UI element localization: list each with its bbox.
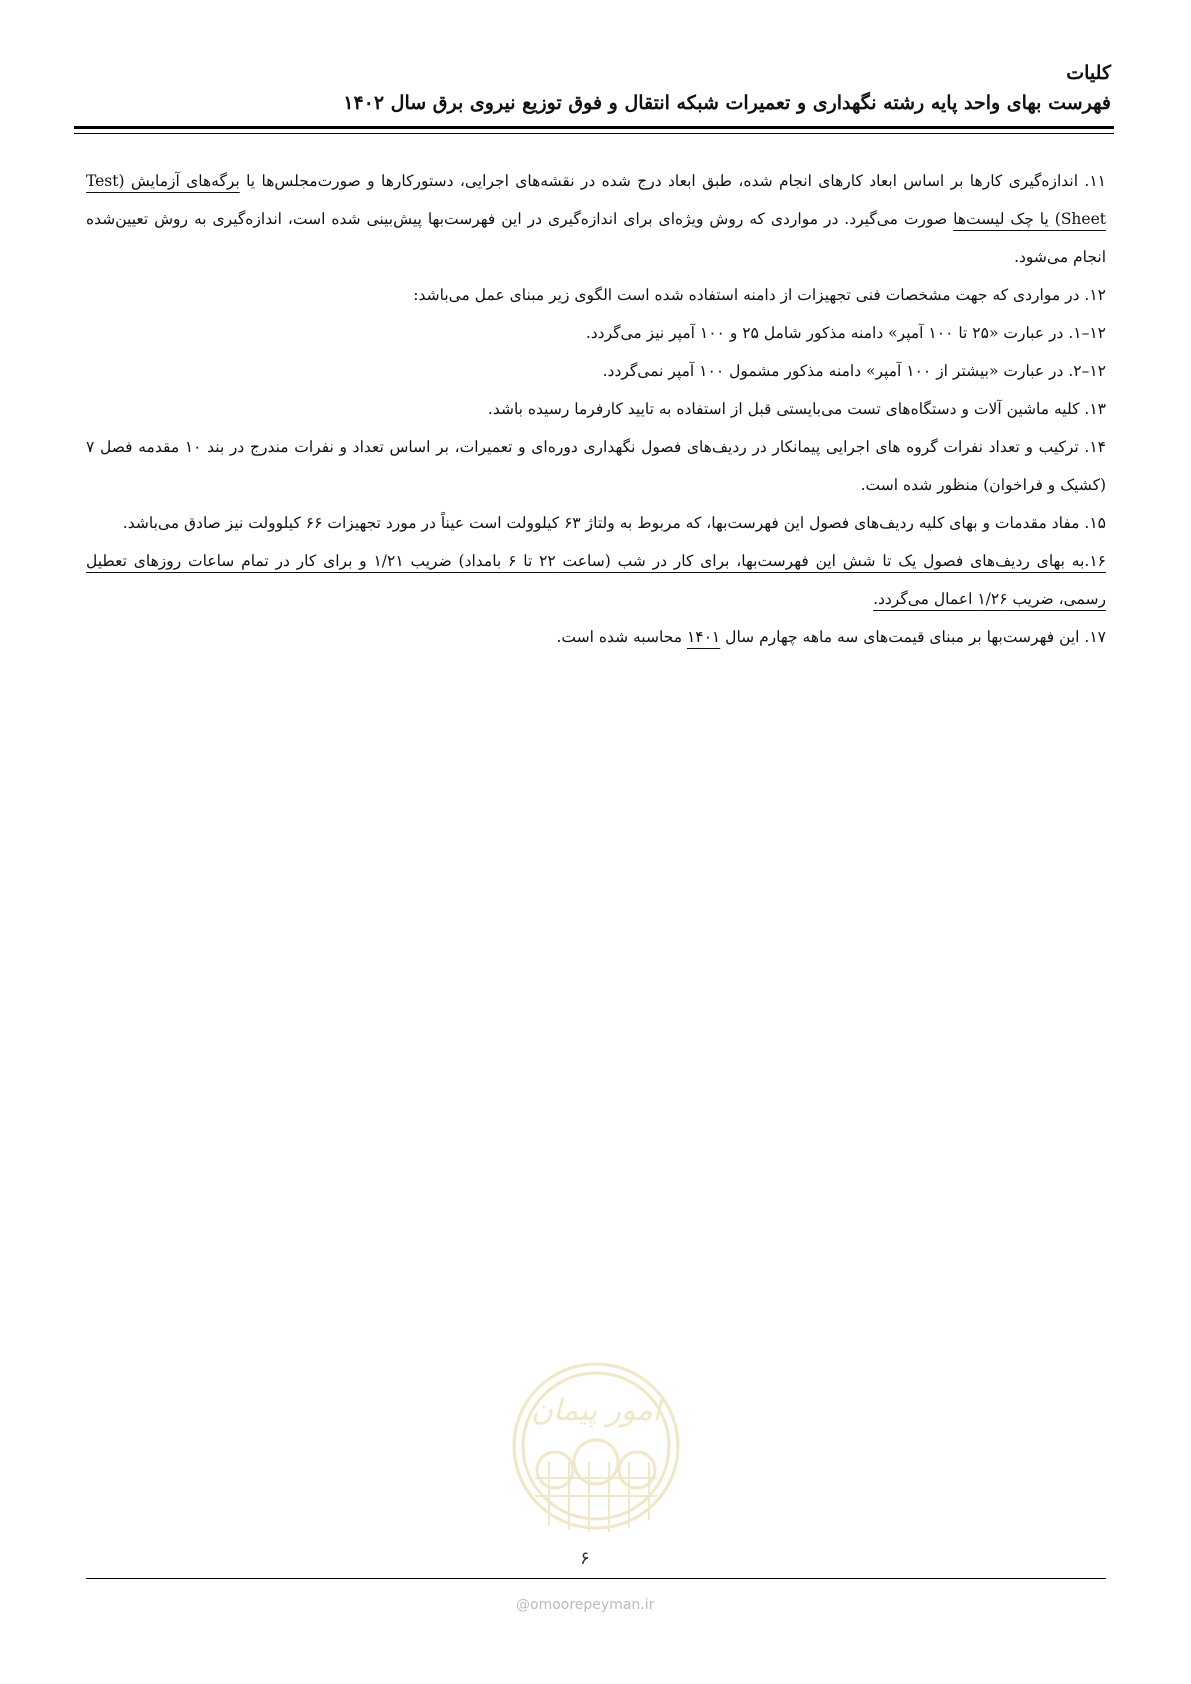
document-body bbox=[86, 162, 1106, 656]
page-header bbox=[80, 58, 1111, 118]
page-number: ۶ bbox=[580, 1548, 590, 1569]
item-11-text-b: صورت می‌گیرد. در مواردی که روش ویژه‌ای برای اندازه‌گیری در این فهرست‌بها پیش‌بینی شده است، اندازه‌گیری به روش تعیین‌شده انجام می‌شود. bbox=[86, 210, 1106, 266]
watermark-ring-outer bbox=[514, 1364, 678, 1528]
item-17-year: ۱۴۰۱ bbox=[686, 628, 721, 646]
item-12-1: ۱۲–۱. در عبارت «۲۵ تا ۱۰۰ آمپر» دامنه مذکور شامل ۲۵ و ۱۰۰ آمپر نیز می‌گردد. bbox=[585, 324, 1106, 342]
item-11-underlined: برگه‌های آزمایش (Test Sheet) یا چک لیست‌ها bbox=[86, 172, 1106, 228]
item-17-text-a: ۱۷. این فهرست‌بها بر مبنای قیمت‌های سه ماهه چهارم سال bbox=[720, 628, 1106, 646]
item-13: ۱۳. کلیه ماشین آلات و دستگاه‌های تست می‌بایستی قبل از استفاده به تایید کارفرما رسیده باشد. bbox=[487, 400, 1106, 418]
watermark-gear-left bbox=[537, 1452, 573, 1488]
item-11-text-a: ۱۱. اندازه‌گیری کارها بر اساس ابعاد کارهای انجام شده، طبق ابعاد درج شده در نقشه‌های اجرایی، دستورکارها و صورت‌مجلس‌ها یا bbox=[239, 172, 1106, 190]
item-16: ۱۶.به بهای ردیف‌های فصول یک تا شش این فهرست‌بها، برای کار در شب (ساعت ۲۲ تا ۶ بامداد) ضریب ۱/۲۱ و برای کار در تمام ساعات روزهای تعطیل رسمی، ضریب ۱/۲۶ اعمال می‌گردد. bbox=[86, 552, 1107, 608]
item-11 bbox=[86, 162, 1106, 276]
site-watermark: @omoorepeyman.ir bbox=[516, 1597, 655, 1613]
item-17 bbox=[86, 618, 1106, 656]
item-12-2: ۱۲–۲. در عبارت «بیشتر از ۱۰۰ آمپر» دامنه مذکور مشمول ۱۰۰ آمپر نمی‌گردد. bbox=[602, 362, 1106, 380]
item-14: ۱۴. ترکیب و تعداد نفرات گروه های اجرایی پیمانکار در ردیف‌های فصول نگهداری دوره‌ای و تعمیرات، بر اساس تعداد و نفرات مندرج در بند ۱۰ مقدمه فصل ۷ (کشیک و فراخوان) منظور شده است. bbox=[86, 438, 1106, 494]
document-subtitle: فهرست بهای واحد پایه رشته نگهداری و تعمیرات شبکه انتقال و فوق توزیع نیروی برق سال ۱۴۰۲ bbox=[343, 92, 1111, 114]
item-15: ۱۵. مفاد مقدمات و بهای کلیه ردیف‌های فصول این فهرست‌بها، که مربوط به ولتاژ ۶۳ کیلوولت است عیناً در مورد تجهیزات ۶۶ کیلوولت نیز صادق می‌باشد. bbox=[122, 514, 1106, 532]
watermark-grid bbox=[535, 1462, 657, 1532]
header-rule-thick bbox=[74, 126, 1114, 129]
item-17-text-b: محاسبه شده است. bbox=[556, 628, 687, 646]
watermark-logo bbox=[505, 1350, 687, 1550]
footer-rule bbox=[86, 1578, 1106, 1579]
watermark-calligraphy: امور پیمان bbox=[531, 1393, 661, 1428]
section-title: کلیات bbox=[1066, 62, 1111, 84]
header-rule-thin bbox=[74, 133, 1114, 134]
item-12: ۱۲. در مواردی که جهت مشخصات فنی تجهیزات از دامنه استفاده شده است الگوی زیر مبنای عمل می‌باشد: bbox=[413, 286, 1106, 304]
